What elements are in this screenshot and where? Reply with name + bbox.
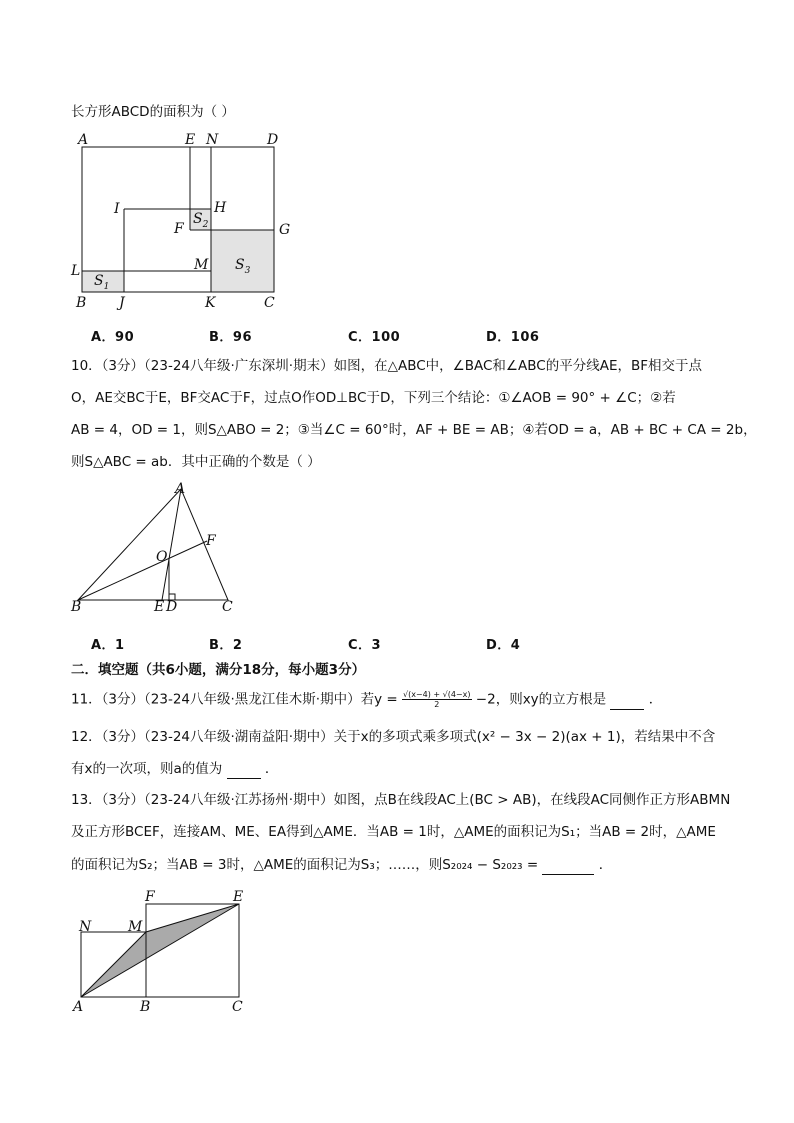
label-F: F — [174, 221, 184, 237]
q13-label-E: E — [233, 889, 244, 905]
q9-option-d[interactable]: D．106 — [486, 330, 540, 345]
q10-label-B: B — [71, 599, 82, 615]
q13-label-B: B — [140, 999, 151, 1015]
label-I: I — [114, 201, 120, 217]
label-J: J — [119, 295, 125, 311]
q10-label-A: A — [175, 481, 186, 497]
q10-option-a[interactable]: A．1 — [91, 638, 125, 653]
q13-label-N: N — [79, 919, 92, 935]
q13-label-C: C — [232, 999, 243, 1015]
q11-fraction: $\frac{√(x-4) + √(4-x)}{2}$ — [402, 690, 471, 709]
section-heading: 二．填空题（共6小题，满分18分，每小题3分） — [71, 662, 366, 678]
q10-label-F: F — [206, 533, 216, 549]
q9-option-c[interactable]: C．100 — [348, 330, 401, 345]
q13-label-A: A — [73, 999, 84, 1015]
label-S1: $S_1$ — [94, 273, 110, 292]
q13-line2: 及正方形BCEF，连接AM、ME、EA得到△AME．当AB = 1时，△AME的面积记为S₁；当AB = 2时，△AME — [71, 824, 716, 840]
q10-label-D: D — [166, 599, 178, 615]
label-C: C — [264, 295, 275, 311]
q10-line3: AB = 4，OD = 1，则S△ABO = 2；③当∠C = 60°时，AF + BE = AB；④若OD = a，AB + BC + CA = 2b， — [71, 422, 757, 438]
label-A: A — [78, 132, 89, 148]
q9-stem: 长方形ABCD的面积为（ ） — [71, 104, 235, 120]
label-N: N — [206, 132, 219, 148]
q11-post: −2，则xy的立方根是 — [475, 691, 607, 708]
q13-label-F: F — [145, 889, 155, 905]
q13-line3: 的面积记为S₂；当AB = 3时，△AME的面积记为S₃；……，则S₂₀₂₄ − S₂₀₂₃ = ． — [71, 857, 613, 873]
q10-label-O: O — [156, 549, 168, 565]
label-D: D — [267, 132, 279, 148]
q10-option-c[interactable]: C．3 — [348, 638, 382, 653]
q13-line1: 13．（3分）（23-24八年级·江苏扬州·期中）如图，点B在线段AC上(BC > AB)，在线段AC同侧作正方形ABMN — [71, 792, 731, 808]
label-K: K — [205, 295, 216, 311]
q10-option-d[interactable]: D．4 — [486, 638, 521, 653]
q9-option-b[interactable]: B．96 — [209, 330, 252, 345]
q10-label-E: E — [154, 599, 165, 615]
label-H: H — [214, 200, 227, 216]
q10-option-b[interactable]: B．2 — [209, 638, 243, 653]
q10-line1: 10．（3分）（23-24八年级·广东深圳·期末）如图，在△ABC中，∠BAC和∠ABC的平分线AE，BF相交于点 — [71, 358, 703, 374]
q12-line1: 12．（3分）（23-24八年级·湖南益阳·期中）关于x的多项式乘多项式(x² − 3x − 2)(ax + 1)，若结果中不含 — [71, 729, 716, 745]
q11-line: 11．（3分）（23-24八年级·黑龙江佳木斯·期中）若y = $\frac{√(x-4) + √(4-x)}{2}$ −2，则xy的立方根是 ． — [71, 690, 663, 709]
label-B: B — [76, 295, 87, 311]
q13-label-M: M — [128, 919, 143, 935]
label-G: G — [279, 222, 291, 238]
label-L: L — [71, 263, 81, 279]
label-M: M — [194, 257, 209, 273]
q10-line4: 则S△ABC = ab．其中正确的个数是（ ） — [71, 454, 321, 470]
q10-label-C: C — [222, 599, 233, 615]
q10-line2: O，AE交BC于E，BF交AC于F，过点O作OD⊥BC于D，下列三个结论：①∠AOB = 90° + ∠C；②若 — [71, 390, 676, 406]
q12-line2: 有x的一次项，则a的值为 ． — [71, 761, 279, 777]
label-E: E — [185, 132, 196, 148]
label-S2: $S_2$ — [193, 211, 209, 230]
q11-pre: 11．（3分）（23-24八年级·黑龙江佳木斯·期中）若y = — [71, 691, 398, 708]
label-S3: $S_3$ — [235, 257, 251, 276]
q9-option-a[interactable]: A．90 — [91, 330, 135, 345]
